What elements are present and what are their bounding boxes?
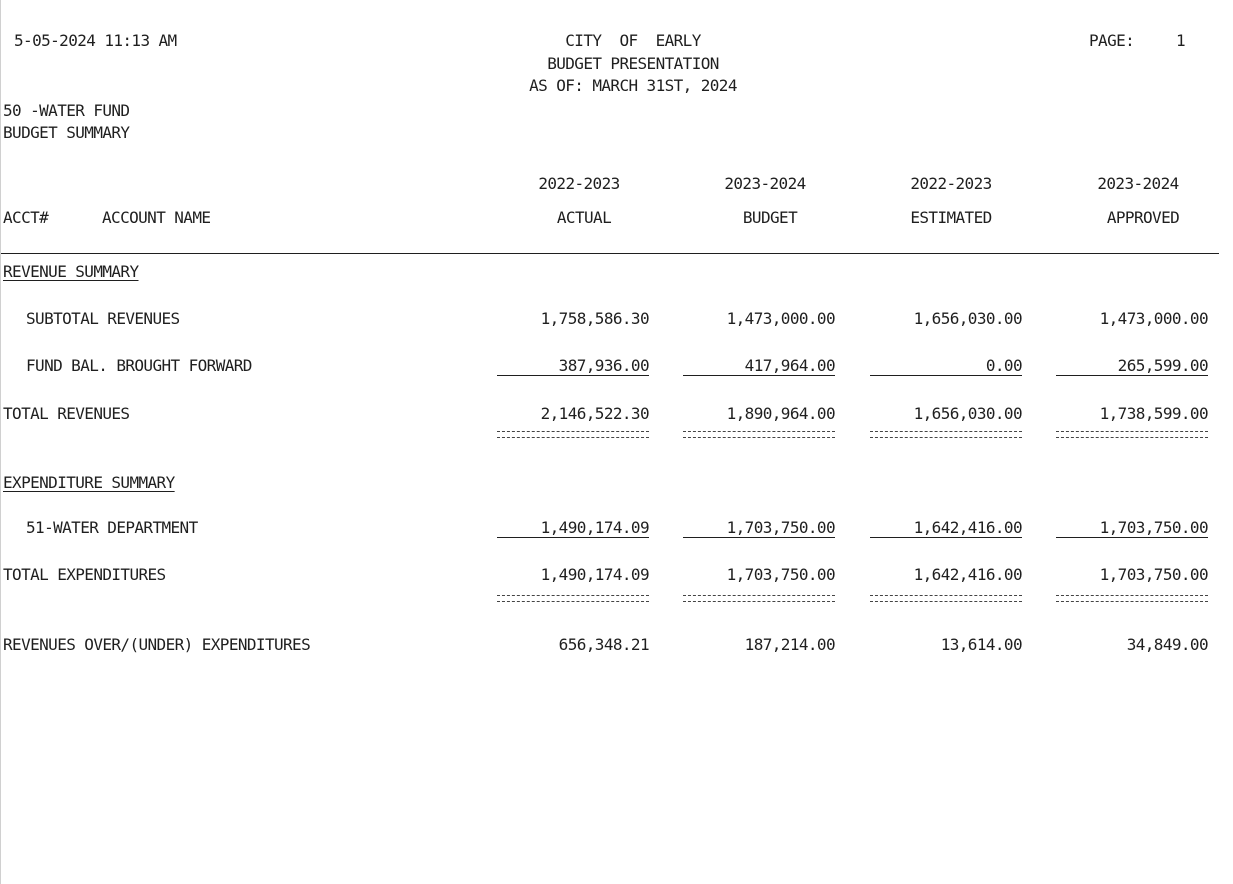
col-account-name: ACCOUNT NAME xyxy=(102,208,211,227)
report-title: BUDGET PRESENTATION xyxy=(547,54,719,73)
net-approved: 34,849.00 xyxy=(1126,635,1208,654)
col-actual: ACTUAL xyxy=(556,208,612,227)
total-expenditures-double-rule xyxy=(870,595,1022,602)
total-expenditures-estimated: 1,642,416.00 xyxy=(913,565,1022,584)
total-revenues-label: TOTAL REVENUES xyxy=(3,404,130,423)
page-number: 1 xyxy=(1176,31,1186,50)
total-revenues-double-rule xyxy=(1056,431,1208,438)
total-revenues-actual: 2,146,522.30 xyxy=(540,404,649,423)
subtotal-revenues-estimated: 1,656,030.00 xyxy=(913,309,1022,328)
budget-summary-label: BUDGET SUMMARY xyxy=(3,123,130,142)
subtotal-revenues-approved: 1,473,000.00 xyxy=(1099,309,1208,328)
fund-balance-approved: 265,599.00 xyxy=(1056,357,1208,376)
subtotal-revenues-actual: 1,758,586.30 xyxy=(540,309,649,328)
water-department-approved-cell xyxy=(1056,518,1208,538)
net-estimated: 13,614.00 xyxy=(940,635,1022,654)
col-approved: APPROVED xyxy=(1106,208,1180,227)
header-rule xyxy=(1,253,1219,254)
report-datetime: 5-05-2024 11:13 AM xyxy=(14,31,177,50)
fund-balance-budget-cell xyxy=(683,356,835,376)
revenue-summary-heading: REVENUE SUMMARY xyxy=(3,262,139,281)
water-department-actual: 1,490,174.09 xyxy=(497,519,649,538)
water-department-label: 51-WATER DEPARTMENT xyxy=(26,518,198,537)
total-revenues-double-rule xyxy=(683,431,835,438)
page-label: PAGE: xyxy=(1089,31,1135,50)
fund-name: 50 -WATER FUND xyxy=(3,101,130,120)
total-expenditures-approved: 1,703,750.00 xyxy=(1099,565,1208,584)
total-expenditures-double-rule xyxy=(497,595,649,602)
water-department-budget: 1,703,750.00 xyxy=(683,519,835,538)
col-year-budget: 2023-2024 xyxy=(724,174,806,193)
total-revenues-approved: 1,738,599.00 xyxy=(1099,404,1208,423)
col-year-approved: 2023-2024 xyxy=(1097,174,1179,193)
total-expenditures-actual: 1,490,174.09 xyxy=(540,565,649,584)
water-department-approved: 1,703,750.00 xyxy=(1056,519,1208,538)
total-expenditures-budget: 1,703,750.00 xyxy=(726,565,835,584)
fund-balance-estimated-cell xyxy=(870,356,1022,376)
net-budget: 187,214.00 xyxy=(744,635,835,654)
total-revenues-double-rule xyxy=(497,431,649,438)
col-budget: BUDGET xyxy=(742,208,798,227)
col-year-actual: 2022-2023 xyxy=(538,174,620,193)
fund-balance-actual: 387,936.00 xyxy=(497,357,649,376)
total-revenues-budget: 1,890,964.00 xyxy=(726,404,835,423)
net-label: REVENUES OVER/(UNDER) EXPENDITURES xyxy=(3,635,311,654)
fund-balance-label: FUND BAL. BROUGHT FORWARD xyxy=(26,356,252,375)
subtotal-revenues-budget: 1,473,000.00 xyxy=(726,309,835,328)
water-department-estimated-cell xyxy=(870,518,1022,538)
net-actual: 656,348.21 xyxy=(558,635,649,654)
total-expenditures-label: TOTAL EXPENDITURES xyxy=(3,565,166,584)
col-acct: ACCT# xyxy=(3,208,49,227)
water-department-actual-cell xyxy=(497,518,649,538)
col-estimated: ESTIMATED xyxy=(910,208,992,227)
as-of-date: AS OF: MARCH 31ST, 2024 xyxy=(529,76,737,95)
total-expenditures-double-rule xyxy=(1056,595,1208,602)
total-revenues-estimated: 1,656,030.00 xyxy=(913,404,1022,423)
fund-balance-budget: 417,964.00 xyxy=(683,357,835,376)
total-expenditures-double-rule xyxy=(683,595,835,602)
expenditure-summary-heading: EXPENDITURE SUMMARY xyxy=(3,473,175,492)
total-revenues-double-rule xyxy=(870,431,1022,438)
fund-balance-estimated: 0.00 xyxy=(870,357,1022,376)
fund-balance-actual-cell xyxy=(497,356,649,376)
fund-balance-approved-cell xyxy=(1056,356,1208,376)
city-name: CITY OF EARLY xyxy=(565,31,701,50)
water-department-budget-cell xyxy=(683,518,835,538)
water-department-estimated: 1,642,416.00 xyxy=(870,519,1022,538)
col-year-estimated: 2022-2023 xyxy=(910,174,992,193)
subtotal-revenues-label: SUBTOTAL REVENUES xyxy=(26,309,180,328)
